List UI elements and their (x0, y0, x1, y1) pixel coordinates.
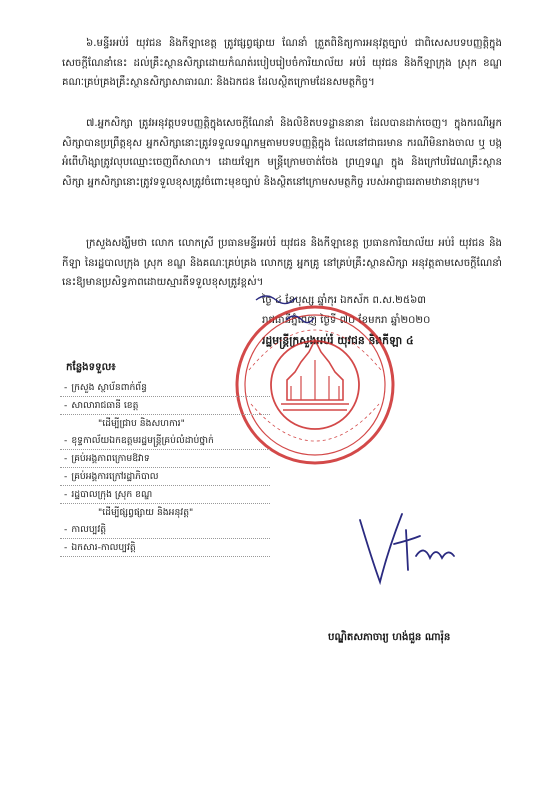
paragraph-closing: ក្រសួងសង្ឃឹមថា លោក លោកស្រី ប្រធានមន្ទីរអប់រំ យុវជន និងកីឡាខេត្ត ប្រធានការិយាល័យ អប់រំ យុវជន និងកីឡា នៃរដ្ឋបាលក្រុង ស្រុក ខណ្ឌ និងគណៈគ្រប់គ្រង លោកគ្រូ អ្នកគ្រូ នៅគ្រប់គ្រឹះស្ថានសិក្សា អនុវត្តតាមសេចក្តីណែនាំនេះឱ្យមានប្រសិទ្ធភាពដោយស្មារតីទទួលខុសត្រូវខ្ពស់។ (62, 238, 502, 288)
cc-list (60, 360, 290, 557)
handwritten-mark-icon (250, 290, 320, 340)
paragraph-6: ៦.មន្ទីរអប់រំ យុវជន និងកីឡាខេត្ត ត្រូវផ្សព្វផ្សាយ ណែនាំ ត្រួតពិនិត្យការអនុវត្តច្បាប់ ជាពិសេសបទបញ្ញត្តិក្នុងសេចក្តីណែនាំនេះ ដល់គ្រឹះស្ថានសិក្សាដោយកំណត់របៀបរៀបចំការិយាល័យ អប់រំ យុវជន និងកីឡាក្រុង ស្រុក ខណ្ឌ គណៈគ្រប់គ្រងគ្រឹះស្ថានសិក្សាសាធារណៈ និងឯកជន ដែលស្ថិតក្រោមដែនសមត្ថកិច្ច។ (62, 38, 502, 88)
list-item: - កាលប្បវត្តិ (60, 521, 270, 539)
list-item: - គ្រប់អង្គការក្រៅរដ្ឋាភិបាល (60, 468, 270, 486)
list-item-note: "ដើម្បីជ្រាប និងសហការ" (98, 418, 185, 429)
paragraph-7: ៧.អ្នកសិក្សា ត្រូវអនុវត្តបទបញ្ញត្តិក្នុងសេចក្តីណែនាំ និងលិខិតបទដ្ឋាននានា ដែលបានដាក់ចេញ។ ក្នុងករណីអ្នកសិក្សាបានប្រព្រឹត្តខុស អ្នកសិក្សានោះត្រូវទទួលទណ្ឌកម្មតាមបទបញ្ញត្តិក្នុង ដែលនៅជាធរមាន ករណីមិនរាងចាល ឬ បង្កអំពើហិង្សាត្រូវលុបឈ្មោះចេញពីសាលា។ ដោយឡែក មន្ត្រីក្រោមចាត់ចែង ព្រហ្មទណ្ឌ ក្នុង និងក្រៅបរិវេណគ្រឹះស្ថានសិក្សា អ្នកសិក្សានោះត្រូវទទួលខុសត្រូវចំពោះមុខច្បាប់ និងស្ថិតនៅក្រោមសមត្ថកិច្ច របស់អាជ្ញាធរតាមឋានានុក្រម។ (62, 118, 502, 188)
list-item-note: "ដើម្បីផ្សព្វផ្សាយ និងអនុវត្ត" (98, 507, 194, 518)
cc-title: កន្លែងទទួល៖ (66, 362, 116, 373)
list-item: - ក្រសួង ស្ថាប័នពាក់ព័ន្ធ (60, 379, 270, 397)
solar-date: រាជធានីភ្នំពេញ ថ្ងៃទី ៧០ ខែមករា ឆ្នាំ២០២០ (262, 315, 431, 326)
signer-name: បណ្ឌិតសភាចារ្យ ហង់ជួន ណារ៉ុន (328, 632, 451, 643)
list-item: - រដ្ឋបាលក្រុង ស្រុក ខណ្ឌ (60, 486, 270, 504)
list-item: - ខុទ្ទកាល័យឯកឧត្តមរដ្ឋមន្ត្រីគ្រប់លំដាប់ថ្នាក់ (60, 432, 270, 450)
minister-title: រដ្ឋមន្ត្រីក្រសួងអប់រំ យុវជន និងកីឡា ៤ (262, 334, 414, 347)
lunar-date: ថ្ងៃ ៤ ខែបុស្ស ឆ្នាំកុរ ឯកស័ក ព.ស.២៥៦៣ (262, 295, 426, 306)
signature-icon (350, 500, 470, 590)
list-item: - សាលារាជធានី ខេត្ត (60, 397, 270, 415)
list-item: - គ្រប់អង្គភាពក្រោមឱវាទ (60, 450, 270, 468)
list-item: - ឯកសារ-កាលប្បវត្តិ (60, 539, 270, 557)
